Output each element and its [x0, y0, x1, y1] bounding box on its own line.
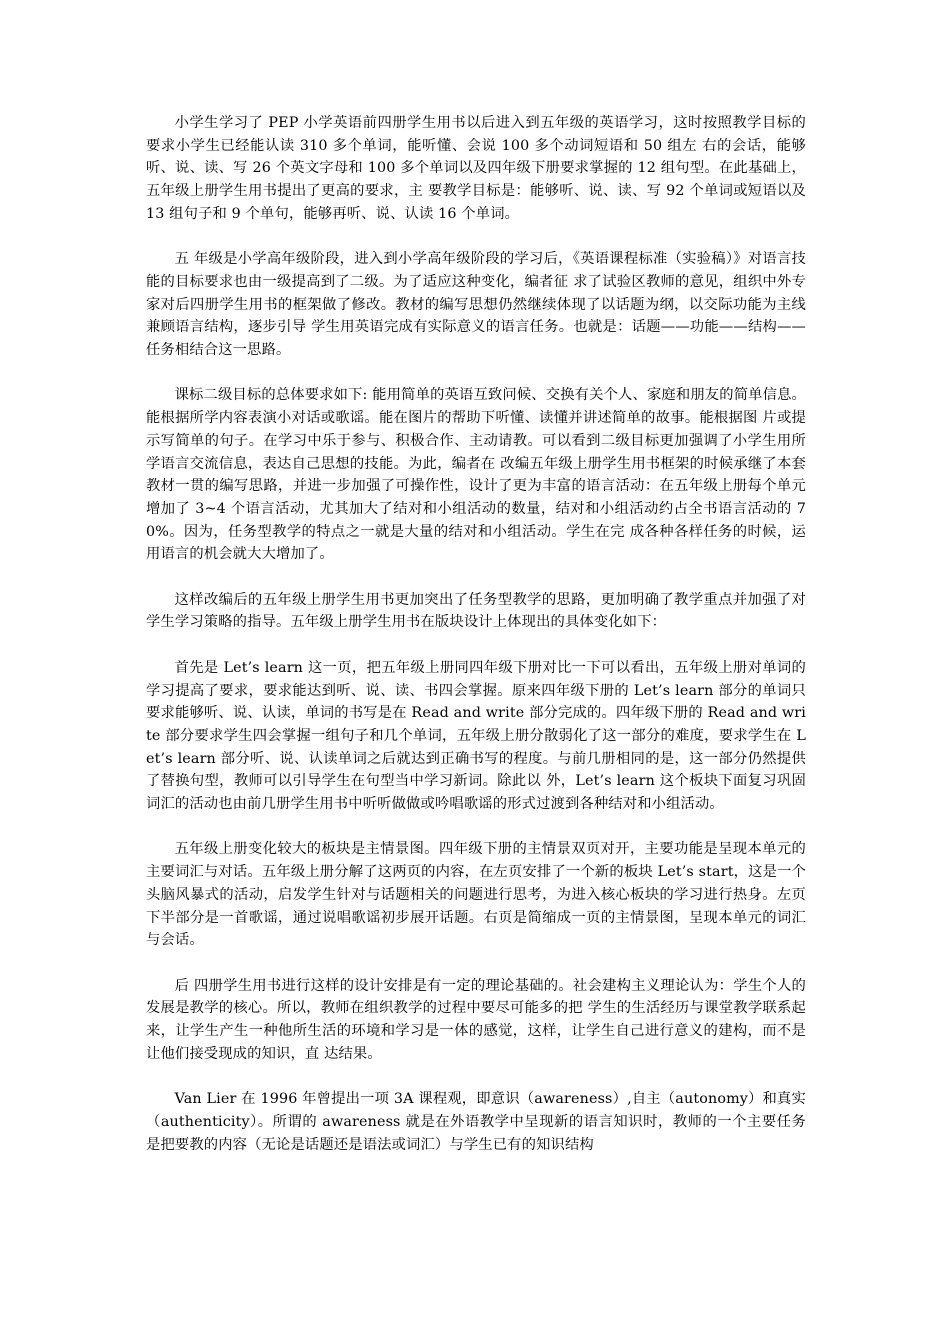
- paragraph-7: 后 四册学生用书进行这样的设计安排是有一定的理论基础的。社会建构主义理论认为：学生个人的发展是教学的核心。所以，教师在组织教学的过程中要尽可能多的把 学生的生活经历与课堂教学联系起来，让学生产生一种他所生活的环境和学习是一体的感觉，这样，让学生自己进行意义的建构，而不是让他们接受现成的知识，直 达结果。: [146, 977, 806, 1062]
- paragraph-6: 五年级上册变化较大的板块是主情景图。四年级下册的主情景双页对开，主要功能是呈现本单元的主要词汇与对话。五年级上册分解了这两页的内容，在左页安排了一个新的板块 Let’s start，这是一个头脑风暴式的活动，启发学生针对与话题相关的问题进行思考，为进入核心板块的学习进行热身。左页下半部分是一首歌谣，通过说唱歌谣初步展开话题。右页是简缩成一页的主情景图，呈现本单元的词汇与会话。: [146, 841, 806, 949]
- paragraph-5: 首先是 Let’s learn 这一页，把五年级上册同四年级下册对比一下可以看出，五年级上册对单词的学习提高了要求，要求能达到听、说、读、书四会掌握。原来四年级下册的 Let’s learn 部分的单词只要求能够听、说、认读，单词的书写是在 Read and write 部分完成的。四年级下册的 Read and write 部分要求学生四会掌握一组句子和几个单词，五年级上册分散弱化了这一部分的难度，要求学生在 Let’s learn 部分听、说、认读单词之后就达到正确书写的程度。与前几册相同的是，这一部分仍然提供了替换句型，教师可以引导学生在句型当中学习新词。除此以 外，Let’s learn 这个板块下面复习巩固词汇的活动也由前几册学生用书中听听做做或吟唱歌谣的形式过渡到各种结对和小组活动。: [146, 659, 806, 813]
- paragraph-4: 这样改编后的五年级上册学生用书更加突出了任务型教学的思路，更加明确了教学重点并加强了对学生学习策略的指导。五年级上册学生用书在版块设计上体现出的具体变化如下：: [146, 591, 806, 631]
- paragraph-8: Van Lier 在 1996 年曾提出一项 3A 课程观，即意识（awareness）,自主（autonomy）和真实（authenticity）。所谓的 awareness 就是在外语教学中呈现新的语言知识时，教师的一个主要任务是把要教的内容（无论是话题还是语法或词汇）与学生已有的知识结构: [146, 1091, 806, 1153]
- paragraph-2: 五 年级是小学高年级阶段，进入到小学高年级阶段的学习后，《英语课程标准（实验稿）》对语言技能的目标要求也由一级提高到了二级。为了适应这种变化，编者征 求了试验区教师的意见，组织中外专家对后四册学生用书的框架做了修改。教材的编写思想仍然继续体现了以话题为纲，以交际功能为主线兼顾语言结构，逐步引导 学生用英语完成有实际意义的语言任务。也就是：话题——功能——结构——任务相结合这一思路。: [146, 251, 806, 359]
- paragraph-1: 小学生学习了 PEP 小学英语前四册学生用书以后进入到五年级的英语学习，这时按照教学目标的要求小学生已经能认读 310 多个单词，能听懂、会说 100 多个动词短语和 50 组左 右的会话，能够听、说、读、写 26 个英文字母和 100 多个单词以及四年级下册要求掌握的 12 组句型。在此基础上，五年级上册学生用书提出了更高的要求，主 要教学目标是：能够听、说、读、写 92 个单词或短语以及 13 组句子和 9 个单句，能够再听、说、认读 16 个单词。: [146, 115, 806, 222]
- document-body: [146, 112, 806, 1156]
- paragraph-3: 课标二级目标的总体要求如下: 能用简单的英语互致问候、交换有关个人、家庭和朋友的简单信息。能根据所学内容表演小对话或歌谣。能在图片的帮助下听懂、读懂并讲述简单的故事。能根据图 片或提示写简单的句子。在学习中乐于参与、积极合作、主动请教。可以看到二级目标更加强调了小学生用所学语言交流信息，表达自己思想的技能。为此，编者在 改编五年级上册学生用书框架的时候承继了本套教材一贯的编写思路，并进一步加强了可操作性，设计了更为丰富的语言活动：在五年级上册每个单元增加了 3~4 个语言活动，尤其加大了结对和小组活动的数量，结对和小组活动约占全书语言活动的 70%。因为，任务型教学的特点之一就是大量的结对和小组活动。学生在完 成各种各样任务的时候，运用语言的机会就大大增加了。: [146, 387, 806, 563]
